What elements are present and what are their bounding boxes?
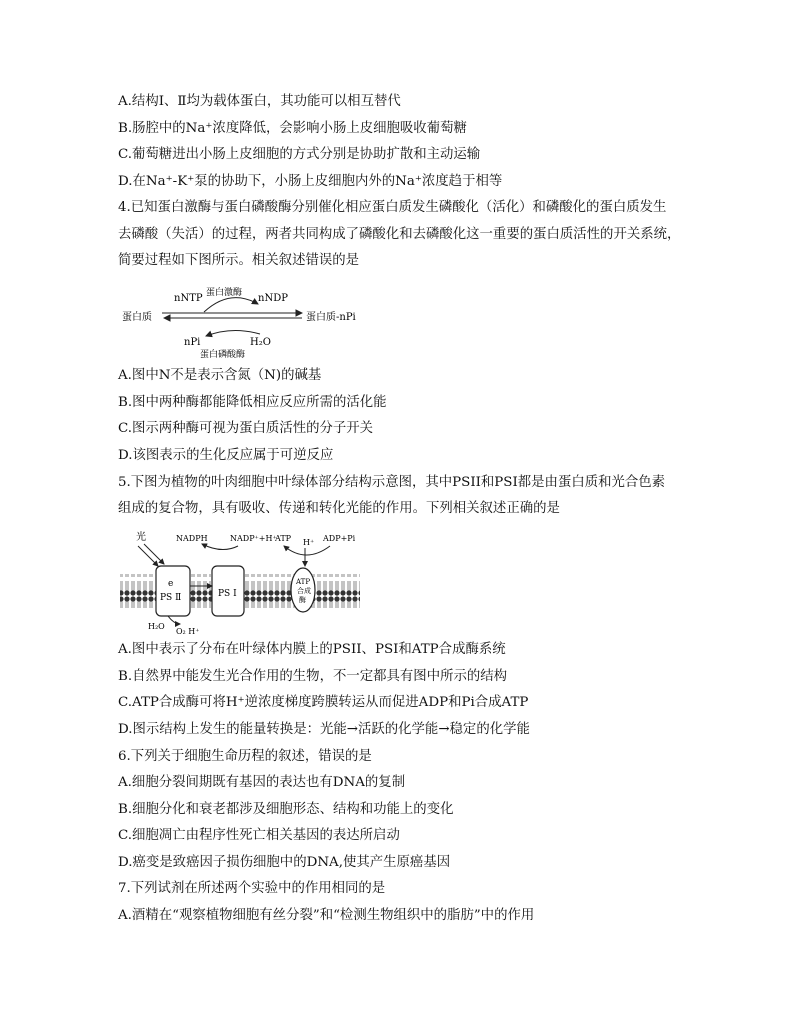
fig4-ntp-label: nNTP [174,293,203,304]
fig5-atpase-label3: 酶 [299,596,306,604]
q5-option-c: C.ATP合成酶可将H⁺逆浓度梯度跨膜转运从而促进ADP和Pi合成ATP [118,695,529,710]
q6-stem: 6.下列关于细胞生命历程的叙述，错误的是 [118,749,372,764]
q4-option-b: B.图中两种酶都能降低相应反应所需的活化能 [118,395,387,410]
q3-option-d: D.在Na⁺-K⁺泵的协助下，小肠上皮细胞内外的Na⁺浓度趋于相等 [118,174,503,189]
thylakoid-membrane-diagram [118,528,362,636]
fig5-atpase-label2: 合成 [297,587,311,595]
q4-option-c: C.图示两种酶可视为蛋白质活性的分子开关 [118,421,374,436]
fig5-o2-label: O₂ H⁺ [176,627,200,636]
fig5-nadp-label: NADP⁺+H⁺ [230,534,277,543]
fig4-npi-label: nPi [184,337,201,348]
fig5-psi-label: PS Ⅰ [218,589,237,599]
fig4-protein-label: 蛋白质 [122,312,152,323]
fig4-protein-p-label: 蛋白质-nPi [306,312,356,323]
light-arrow-1 [138,546,158,566]
nadph-curve [202,544,238,550]
fig5-adp-label: ADP+Pi [323,534,356,543]
psii-complex [156,566,190,616]
q7-stem: 7.下列试剂在所述两个实验中的作用相同的是 [118,881,386,896]
fig4-water-label: H₂O [250,337,271,348]
fig4-kinase-curve [204,298,258,312]
fig5-nadph-label: NADPH [176,534,208,543]
q3-option-b: B.肠腔中的Na⁺浓度降低，会影响小肠上皮细胞吸收葡萄糖 [118,121,467,136]
q6-option-c: C.细胞凋亡由程序性死亡相关基因的表达所启动 [118,828,400,843]
water-split-arrow [168,616,180,624]
q5-stem-line2: 组成的复合物，具有吸收、传递和转化光能的作用。下列相关叙述正确的是 [118,501,560,516]
q3-option-c: C.葡萄糖进出小肠上皮细胞的方式分别是协助扩散和主动运输 [118,147,481,162]
q4-option-a: A.图中N不是表示含氮（N)的碱基 [118,368,322,383]
q5-option-a: A.图中表示了分布在叶绿体内膜上的PSII、PSI和ATP合成酶系统 [118,642,506,657]
fig5-atpase-label1: ATP [296,578,311,586]
q6-option-b: B.细胞分化和衰老都涉及细胞形态、结构和功能上的变化 [118,802,454,817]
q6-option-a: A.细胞分裂间期既有基因的表达也有DNA的复制 [118,775,406,790]
fig5-hplus-label: H⁺ [303,538,315,547]
atp-curve [284,546,330,555]
q4-stem-line2: 去磷酸（失活）的过程，两者共同构成了磷酸化和去磷酸化这一重要的蛋白质活性的开关系统， [118,227,681,242]
light-arrow-2 [144,544,164,564]
q5-option-d: D.图示结构上发生的能量转换是：光能→活跃的化学能→稳定的化学能 [118,722,530,737]
fig4-phosphatase-label: 蛋白磷酸酶 [200,350,246,360]
q5-option-b: B.自然界中能发生光合作用的生物，不一定都具有图中所示的结构 [118,669,508,684]
fig5-water-label: H₂O [148,622,165,631]
fig5-e-label: e [168,579,174,589]
q5-stem-line1: 5.下图为植物的叶肉细胞中叶绿体部分结构示意图，其中PSII和PSI都是由蛋白质和光合色素 [118,475,666,490]
q3-option-a: A.结构Ⅰ、Ⅱ均为载体蛋白，其功能可以相互替代 [118,94,401,109]
fig5-atp-label: ATP [275,534,292,543]
fig4-ndp-label: nNDP [258,293,288,304]
fig4-phosphatase-curve [206,330,260,336]
fig4-kinase-label: 蛋白激酶 [206,288,243,298]
phosphorylation-diagram [120,282,370,362]
fig5-light-label: 光 [136,532,146,543]
q6-option-d: D.癌变是致癌因子损伤细胞中的DNA,使其产生原癌基因 [118,855,451,870]
q4-stem-line1: 4.已知蛋白激酶与蛋白磷酸酶分别催化相应蛋白质发生磷酸化（活化）和磷酸化的蛋白质发生 [118,200,667,215]
q4-option-d: D.该图表示的生化反应属于可逆反应 [118,448,334,463]
fig5-psii-label: PS Ⅱ [160,593,182,603]
q4-stem-line3: 简要过程如下图所示。相关叙述错误的是 [118,253,360,268]
q7-option-a: A.酒精在“观察植物细胞有丝分裂”和“检测生物组织中的脂肪”中的作用 [118,908,535,923]
